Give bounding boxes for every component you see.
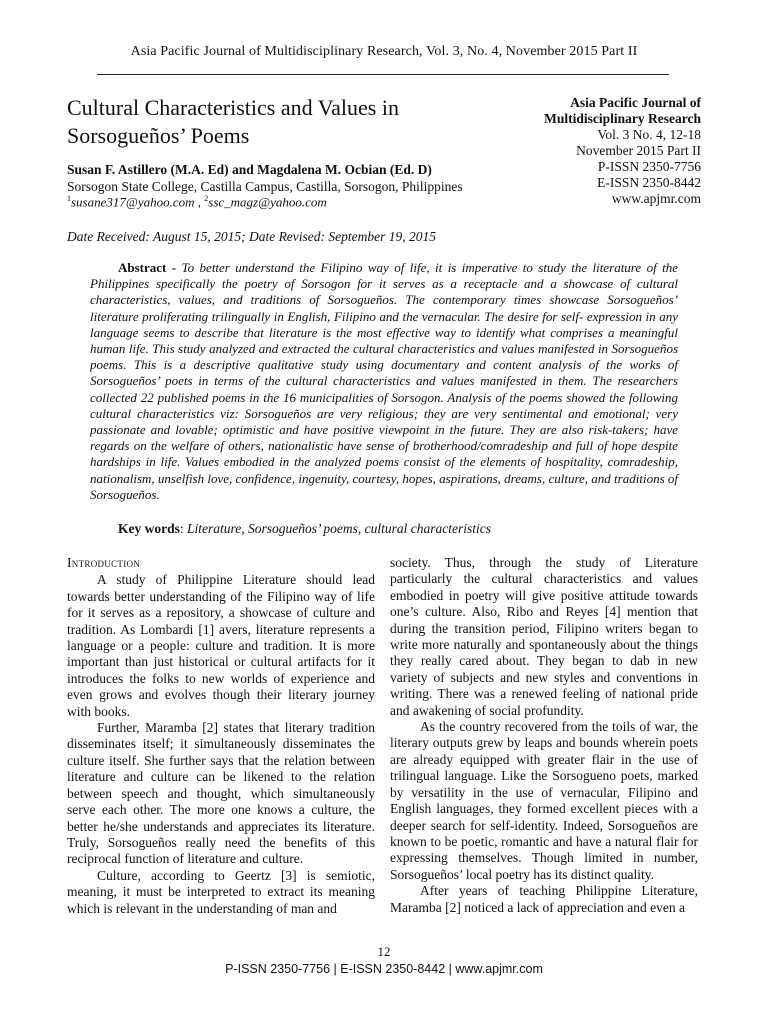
submission-dates: Date Received: August 15, 2015; Date Revised: September 19, 2015 bbox=[67, 229, 437, 244]
body-column-left bbox=[67, 555, 375, 917]
body-paragraph: After years of teaching Philippine Literature, Maramba [2] noticed a lack of appreciation and even a bbox=[390, 883, 698, 915]
article-title bbox=[67, 94, 467, 150]
authors: Susan F. Astillero (M.A. Ed) and Magdalena M. Ocbian (Ed. D) bbox=[67, 162, 432, 177]
journal-website[interactable]: www.apjmr.com bbox=[611, 191, 701, 206]
page-number: 12 bbox=[377, 944, 391, 959]
keywords: Key words: Literature, Sorsogueños’ poems, cultural characteristics bbox=[118, 521, 491, 536]
keywords-label: Key words bbox=[118, 521, 180, 536]
body-paragraph: As the country recovered from the toils of war, the literary outputs grew by leaps and bounds wherein poets are already equipped with greater flair in the use of trilingual language. Like the Sorsogueno poets, marked by versatility in the use of vernacular, Filipino and English languages, they formed excellent pieces with a deeper search for self-identity. Indeed, Sorsogueños are known to be poetic, romantic and have a natural flair for expressing themselves. Though limited in number, Sorsogueños’ local poetry has its distinct quality. bbox=[390, 719, 698, 882]
author-emails bbox=[67, 194, 327, 210]
journal-info bbox=[471, 95, 701, 207]
journal-pissn: P-ISSN 2350-7756 bbox=[597, 159, 701, 174]
body-paragraph: A study of Philippine Literature should lead towards better understanding of the Filipino way of life for it serves as a repository, a showcase of culture and tradition. As Lombardi [1] avers, literature represents a language or a people: culture and tradition. It is more important than just historical or cultural artifacts for it introduces the folks to new worlds of experience and even grows and evolves though their literary journey with books. bbox=[67, 572, 375, 719]
email-2-link[interactable]: ssc_magz@yahoo.com bbox=[208, 194, 327, 210]
abstract-label: Abstract - bbox=[118, 260, 177, 275]
journal-name-line-1: Asia Pacific Journal of bbox=[570, 95, 701, 110]
body-paragraph: Culture, according to Geertz [3] is semiotic, meaning, it must be interpreted to extract its meaning which is relevant in the understanding of man and bbox=[67, 867, 375, 916]
email-1-link[interactable]: susane317@yahoo.com , bbox=[71, 194, 202, 210]
journal-issue: November 2015 Part II bbox=[576, 143, 701, 158]
footer-issn: P-ISSN 2350-7756 | E-ISSN 2350-8442 | www.apjmr.com bbox=[225, 962, 543, 976]
title-line-1: Cultural Characteristics and Values in bbox=[67, 95, 399, 120]
header-rule bbox=[97, 74, 669, 75]
keywords-value: Literature, Sorsogueños’ poems, cultural characteristics bbox=[187, 521, 491, 536]
body-column-right bbox=[390, 555, 698, 916]
section-heading-introduction: Introduction bbox=[67, 555, 141, 570]
email-2-marker: 2 bbox=[204, 194, 209, 203]
title-line-2: Sorsogueños’ Poems bbox=[67, 123, 250, 148]
body-paragraph: Further, Maramba [2] states that literary tradition disseminates itself; it simultaneously disseminates the culture itself. She further says that the relation between literature and culture can be likened to the relation between speech and thought, which simultaneously serve each other. The more one knows a culture, the better he/she understands and appreciates its literature. Truly, Sorsogueños really need the benefits of this reciprocal function of literature and culture. bbox=[67, 720, 375, 867]
abstract bbox=[90, 260, 678, 503]
journal-name-line-2: Multidisciplinary Research bbox=[544, 111, 701, 126]
running-head: Asia Pacific Journal of Multidisciplinary Research, Vol. 3, No. 4, November 2015 Part II bbox=[130, 44, 638, 59]
email-1-marker: 1 bbox=[67, 194, 71, 203]
journal-eissn: E-ISSN 2350-8442 bbox=[597, 175, 701, 190]
abstract-text: To better understand the Filipino way of life, it is imperative to study the literature of the Philippines specifically the poetry of Sorsogon for it serves as a receptacle and a showcase of cultural characteristics, values, and traditions of Sorsogueños. The contemporary times showcase Sorsogueños’ literature proliferating trilingually in English, Filipino and the vernacular. The desire for self- expression in any language seems to describe that literature is the most effective way to identify what comprises a meaningful human life. This study analyzed and extracted the cultural characteristics and values manifested in Sorsogueños poems. This is a descriptive qualitative study using documentary and content analysis of the works of Sorsogueños’ poets in terms of the cultural characteristics and values manifested in them. The researchers collected 22 published poems in the 16 municipalities of Sorsogon. Analysis of the poems showed the following cultural characteristics viz: Sorsogueños are very religious; they are very sentimental and emotional; very passionate and lovable; optimistic and have positive viewpoint in the future. They are also risk-takers; have regards on the welfare of others, nationalistic have sense of brotherhood/comradeship and full of hope despite hardships in life. Values embodied in the analyzed poems consist of the elements of hospitality, comradeship, nationalism, unselfish love, confidence, ingenuity, courtesy, hopes, aspirations, dreams, culture, and traditions of Sorsogueños. bbox=[90, 260, 679, 502]
body-paragraph: society. Thus, through the study of Literature particularly the cultural characteristics and values embodied in poetry will give positive attitude towards one’s culture. Also, Ribo and Reyes [4] mention that during the transition period, Filipino writers began to write more naturally and spontaneously about the things they really cared about. They began to dab in new variety of subjects and new styles and conventions in writing. There was a renewed feeling of national pride and awakening of social profundity. bbox=[390, 555, 698, 718]
journal-volume: Vol. 3 No. 4, 12-18 bbox=[597, 127, 701, 142]
affiliation: Sorsogon State College, Castilla Campus, Castilla, Sorsogon, Philippines bbox=[67, 179, 463, 194]
